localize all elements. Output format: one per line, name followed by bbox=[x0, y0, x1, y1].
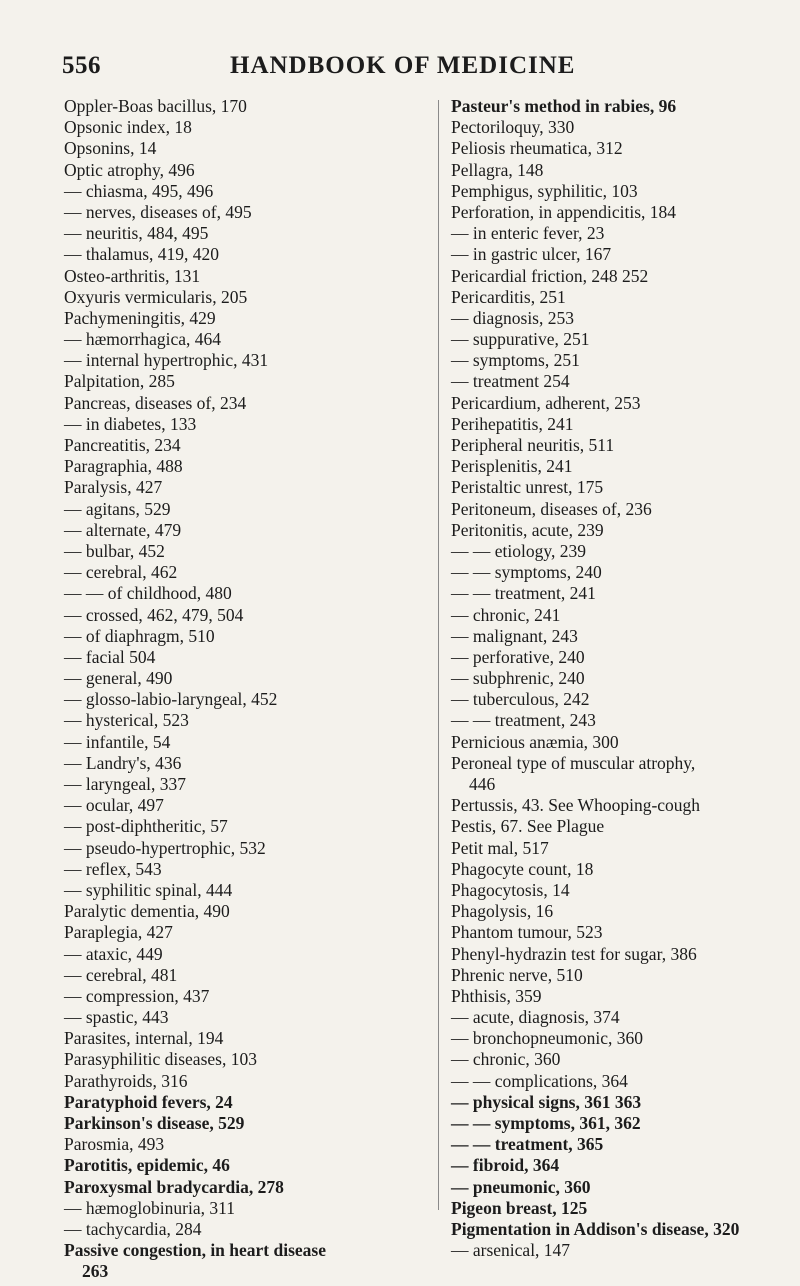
index-entry: Parasites, internal, 194 bbox=[64, 1028, 224, 1049]
index-entry: — general, 490 bbox=[64, 668, 173, 689]
index-entry: — chronic, 241 bbox=[451, 604, 561, 625]
index-entry: Phagocyte count, 18 bbox=[451, 858, 594, 879]
index-entry: — compression, 437 bbox=[64, 985, 210, 1006]
index-entry: Oxyuris vermicularis, 205 bbox=[64, 286, 248, 307]
index-entry: — diagnosis, 253 bbox=[451, 307, 574, 328]
index-entry: — pseudo-hypertrophic, 532 bbox=[64, 837, 266, 858]
index-entry: Paroxysmal bradycardia, 278 bbox=[64, 1176, 284, 1197]
page-header bbox=[0, 48, 800, 88]
index-entry: — cerebral, 481 bbox=[64, 964, 178, 985]
index-entry: — chiasma, 495, 496 bbox=[64, 180, 214, 201]
index-entry: — bulbar, 452 bbox=[64, 540, 165, 561]
index-entry: Passive congestion, in heart disease bbox=[64, 1240, 327, 1261]
index-entry: — arsenical, 147 bbox=[451, 1240, 571, 1261]
index-entry: — bronchopneumonic, 360 bbox=[451, 1028, 643, 1049]
index-entry: — syphilitic spinal, 444 bbox=[64, 879, 233, 900]
index-entry: Pachymeningitis, 429 bbox=[64, 307, 216, 328]
index-entry: Peritonitis, acute, 239 bbox=[451, 519, 604, 540]
index-entry: Paratyphoid fevers, 24 bbox=[64, 1091, 233, 1112]
index-entry: — subphrenic, 240 bbox=[451, 668, 585, 689]
index-entry: — thalamus, 419, 420 bbox=[64, 244, 220, 265]
index-entry: — in gastric ulcer, 167 bbox=[451, 244, 612, 265]
index-entry: — tachycardia, 284 bbox=[64, 1218, 202, 1239]
index-entry: — physical signs, 361 363 bbox=[451, 1091, 642, 1112]
index-entry: — post-diphtheritic, 57 bbox=[64, 816, 228, 837]
index-entry: Petit mal, 517 bbox=[451, 837, 549, 858]
index-entry: — ocular, 497 bbox=[64, 795, 164, 816]
index-entry: Perisplenitis, 241 bbox=[451, 456, 573, 477]
index-entry: Pasteur's method in rabies, 96 bbox=[451, 96, 677, 116]
index-entry: — — of childhood, 480 bbox=[64, 583, 232, 604]
index-entry: Phagolysis, 16 bbox=[451, 901, 554, 922]
index-entry: — — treatment, 243 bbox=[451, 710, 596, 731]
index-entry: Parathyroids, 316 bbox=[64, 1070, 188, 1091]
index-entry: — of diaphragm, 510 bbox=[64, 625, 215, 646]
index-entry: — spastic, 443 bbox=[64, 1007, 169, 1028]
index-entry: — malignant, 243 bbox=[451, 625, 578, 646]
index-entry: — perforative, 240 bbox=[451, 646, 585, 667]
index-entry: — hæmorrhagica, 464 bbox=[64, 329, 221, 350]
index-entry: Opsonins, 14 bbox=[64, 138, 157, 159]
index-entry: Pericardial friction, 248 252 bbox=[451, 265, 649, 286]
index-entry: Parasyphilitic diseases, 103 bbox=[64, 1049, 257, 1070]
index-entry: — symptoms, 251 bbox=[451, 350, 580, 371]
index-entry: — in diabetes, 133 bbox=[64, 413, 197, 434]
index-entry: Peroneal type of muscular atrophy, bbox=[451, 752, 696, 773]
index-entry: Paraplegia, 427 bbox=[64, 922, 173, 943]
index-entry: Pigmentation in Addison's disease, 320 bbox=[451, 1218, 740, 1239]
index-entry: Perforation, in appendicitis, 184 bbox=[451, 201, 677, 222]
page-number: 556 bbox=[62, 52, 101, 79]
index-entry: Phthisis, 359 bbox=[451, 985, 542, 1006]
index-entry: — hæmoglobinuria, 311 bbox=[64, 1197, 235, 1218]
index-entry: — ataxic, 449 bbox=[64, 943, 163, 964]
index-entry: Optic atrophy, 496 bbox=[64, 159, 195, 180]
index-entry: — cerebral, 462 bbox=[64, 562, 178, 583]
running-title: HANDBOOK OF MEDICINE bbox=[230, 52, 576, 79]
index-entry: 446 bbox=[469, 774, 496, 794]
index-column-left bbox=[64, 96, 424, 1283]
index-entry: Parotitis, epidemic, 46 bbox=[64, 1155, 230, 1176]
index-entry: Pancreas, diseases of, 234 bbox=[64, 392, 247, 413]
index-entry: — — symptoms, 361, 362 bbox=[451, 1113, 641, 1133]
index-entry: — infantile, 54 bbox=[64, 731, 171, 752]
index-entry: — alternate, 479 bbox=[64, 519, 182, 540]
index-entry: Pigeon breast, 125 bbox=[451, 1197, 588, 1218]
index-entry: Peritoneum, diseases of, 236 bbox=[451, 498, 652, 519]
index-entry: Phrenic nerve, 510 bbox=[451, 964, 583, 985]
index-entry: — neuritis, 484, 495 bbox=[64, 223, 209, 244]
column-divider bbox=[438, 100, 439, 1210]
index-entry: Paragraphia, 488 bbox=[64, 456, 183, 477]
index-entry: Phagocytosis, 14 bbox=[451, 879, 570, 900]
index-entry: — — symptoms, 240 bbox=[451, 562, 602, 583]
index-entry: Peristaltic unrest, 175 bbox=[451, 477, 604, 498]
index-entry: — acute, diagnosis, 374 bbox=[451, 1007, 620, 1028]
index-entry: Parkinson's disease, 529 bbox=[64, 1113, 245, 1133]
index-entry: Pertussis, 43. See Whooping-cough bbox=[451, 795, 701, 816]
index-entry: Pericarditis, 251 bbox=[451, 286, 566, 307]
index-entry: Paralysis, 427 bbox=[64, 477, 163, 498]
index-entry: Phantom tumour, 523 bbox=[451, 922, 603, 943]
index-entry: Palpitation, 285 bbox=[64, 371, 175, 392]
index-entry: 263 bbox=[82, 1261, 109, 1282]
index-column-right bbox=[451, 96, 796, 1261]
index-entry: Pellagra, 148 bbox=[451, 159, 544, 180]
index-entry: Parosmia, 493 bbox=[64, 1134, 165, 1155]
index-entry: Pernicious anæmia, 300 bbox=[451, 731, 619, 752]
index-entry: — — treatment, 365 bbox=[451, 1134, 604, 1155]
index-entry: Phenyl-hydrazin test for sugar, 386 bbox=[451, 943, 697, 964]
index-entry: Paralytic dementia, 490 bbox=[64, 901, 230, 922]
index-entry: Peripheral neuritis, 511 bbox=[451, 435, 615, 455]
index-entry: — nerves, diseases of, 495 bbox=[64, 201, 252, 222]
index-entry: — agitans, 529 bbox=[64, 498, 171, 519]
index-entry: Pancreatitis, 234 bbox=[64, 435, 181, 455]
index-entry: — crossed, 462, 479, 504 bbox=[64, 604, 244, 625]
index-entry: — treatment 254 bbox=[451, 371, 570, 392]
index-entry: — suppurative, 251 bbox=[451, 329, 590, 350]
index-entry: Osteo-arthritis, 131 bbox=[64, 265, 201, 286]
index-entry: — pneumonic, 360 bbox=[451, 1176, 591, 1197]
index-entry: — Landry's, 436 bbox=[64, 752, 182, 773]
index-entry: — glosso-labio-laryngeal, 452 bbox=[64, 689, 278, 710]
index-entry: — in enteric fever, 23 bbox=[451, 223, 605, 244]
index-entry: — reflex, 543 bbox=[64, 858, 162, 879]
index-entry: — internal hypertrophic, 431 bbox=[64, 350, 269, 371]
index-entry: — — complications, 364 bbox=[451, 1070, 628, 1091]
index-entry: — fibroid, 364 bbox=[451, 1155, 560, 1176]
index-entry: Perihepatitis, 241 bbox=[451, 413, 574, 434]
index-entry: — chronic, 360 bbox=[451, 1049, 561, 1070]
index-entry: — hysterical, 523 bbox=[64, 710, 189, 731]
index-entry: — laryngeal, 337 bbox=[64, 774, 186, 794]
index-entry: Pestis, 67. See Plague bbox=[451, 816, 605, 837]
index-entry: — — etiology, 239 bbox=[451, 540, 586, 561]
index-entry: Pemphigus, syphilitic, 103 bbox=[451, 180, 638, 201]
index-entry: Pericardium, adherent, 253 bbox=[451, 392, 641, 413]
index-entry: — — treatment, 241 bbox=[451, 583, 596, 604]
index-entry: Opsonic index, 18 bbox=[64, 117, 192, 138]
index-entry: Peliosis rheumatica, 312 bbox=[451, 138, 623, 159]
index-entry: — tuberculous, 242 bbox=[451, 689, 590, 710]
index-entry: — facial 504 bbox=[64, 646, 156, 667]
index-entry: Pectoriloquy, 330 bbox=[451, 117, 575, 138]
index-entry: Oppler-Boas bacillus, 170 bbox=[64, 96, 247, 116]
